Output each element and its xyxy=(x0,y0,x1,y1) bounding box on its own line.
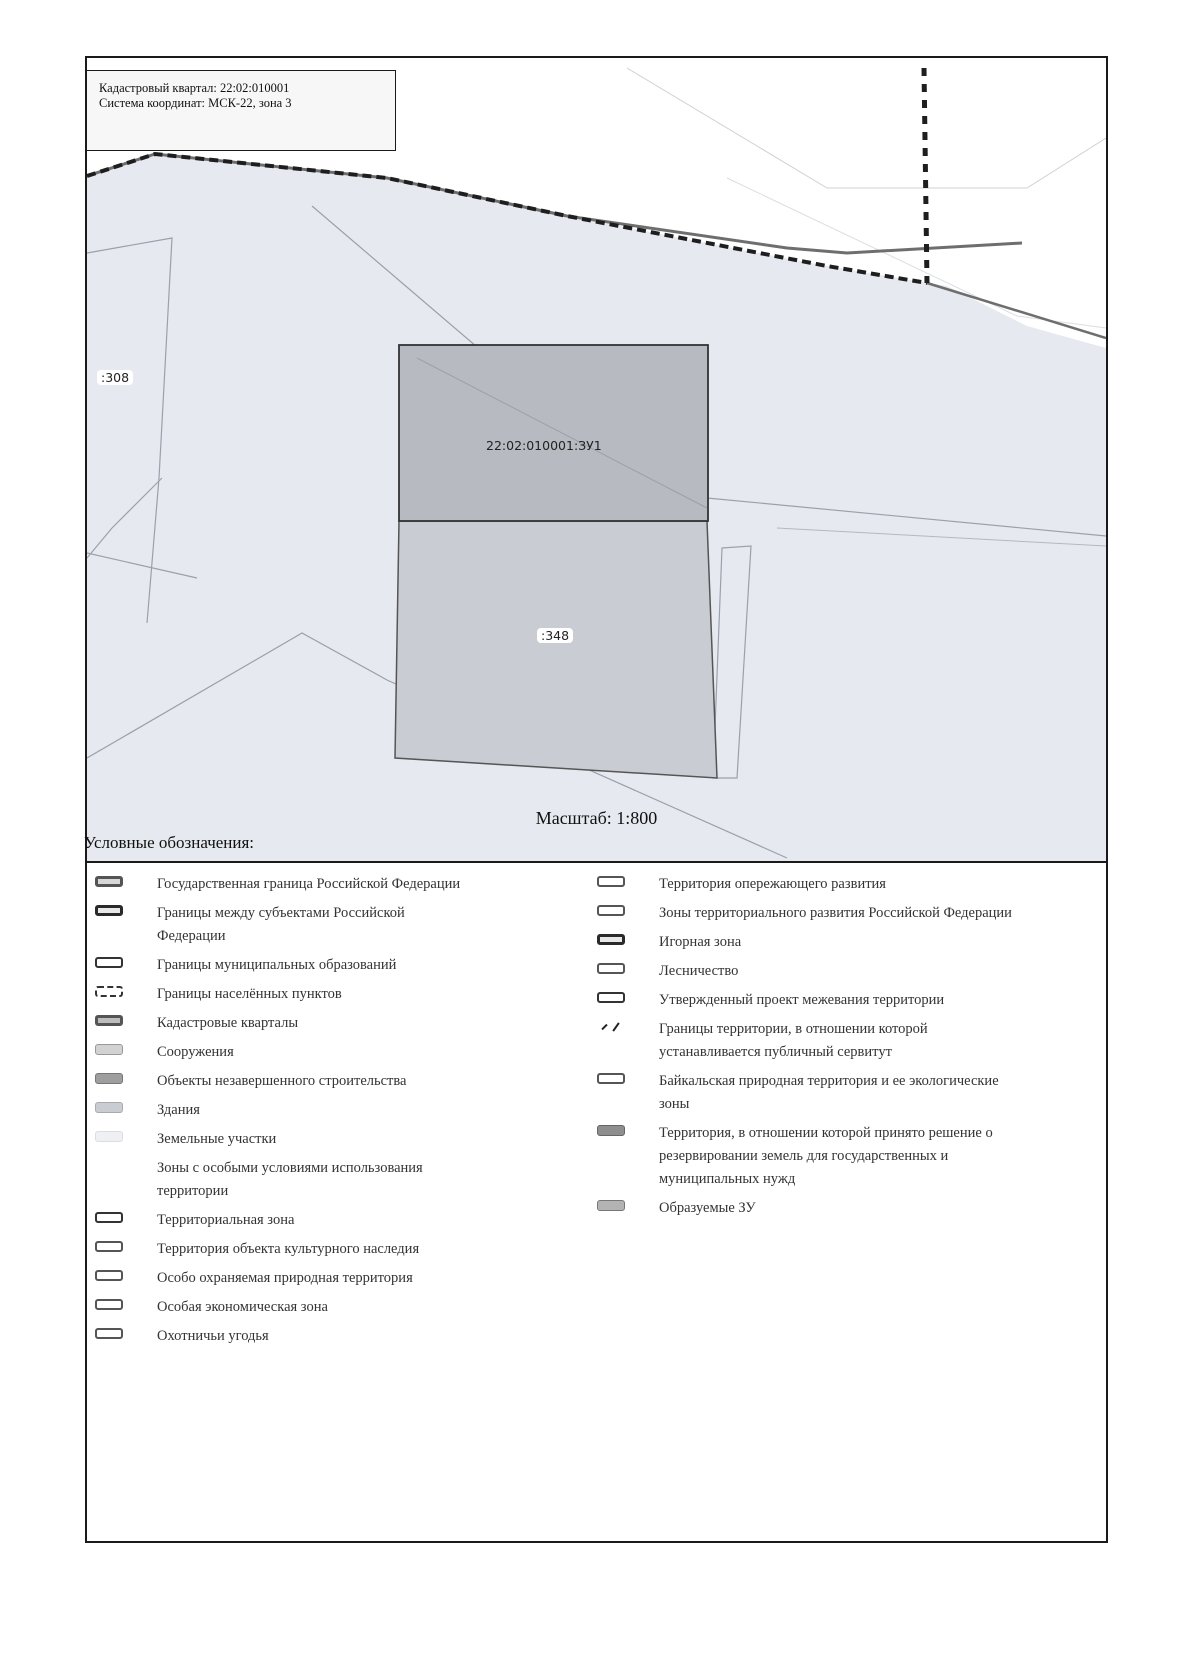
settlement-border xyxy=(924,68,927,283)
parcel-label-zu1[interactable]: 22:02:010001:ЗУ1 xyxy=(486,438,602,453)
forestry-swatch-icon xyxy=(597,963,625,974)
formed-plots-swatch-icon xyxy=(597,1200,625,1211)
legend-item-cultural-heritage: Территория объекта культурного наследия xyxy=(95,1238,475,1261)
hunting-grounds-swatch-icon xyxy=(95,1328,123,1339)
legend-item-cadastral-quarter: Кадастровые кварталы xyxy=(95,1012,475,1035)
parcel-348 xyxy=(395,521,717,778)
economic-zone-swatch-icon xyxy=(95,1299,123,1310)
settlement-border-swatch-icon xyxy=(95,986,123,997)
subject-border-swatch-icon xyxy=(95,905,123,916)
unfinished-construction-swatch-icon xyxy=(95,1073,123,1084)
legend-item-municipal-border: Границы муниципальных образований xyxy=(95,954,475,977)
structures-swatch-icon xyxy=(95,1044,123,1055)
easement-swatch-icon xyxy=(597,1021,625,1032)
thin-line xyxy=(627,68,1106,188)
territorial-development-swatch-icon xyxy=(597,905,625,916)
advanced-development-swatch-icon xyxy=(597,876,625,887)
legend-right-column xyxy=(597,873,1017,1226)
cadastral-quarter-swatch-icon xyxy=(95,1015,123,1026)
legend-item-economic-zone: Особая экономическая зона xyxy=(95,1296,475,1319)
legend-item-advanced-development: Территория опережающего развития xyxy=(597,873,1017,896)
cadastral-map[interactable] xyxy=(87,58,1106,863)
municipal-border-swatch-icon xyxy=(95,957,123,968)
legend-item-territorial-zone: Территориальная зона xyxy=(95,1209,475,1232)
state-border-swatch-icon xyxy=(95,876,123,887)
legend-item-baikal: Байкальская природная территория и ее экологические зоны xyxy=(597,1070,1017,1116)
legend-item-protected-area: Особо охраняемая природная территория xyxy=(95,1267,475,1290)
legend-item-territorial-development: Зоны территориального развития Российской Федерации xyxy=(597,902,1017,925)
legend-item-settlement-border: Границы населённых пунктов xyxy=(95,983,475,1006)
survey-project-swatch-icon xyxy=(597,992,625,1003)
legend-item-structures: Сооружения xyxy=(95,1041,475,1064)
parcel-label-308[interactable]: :308 xyxy=(97,370,133,385)
legend-item-state-border: Государственная граница Российской Федерации xyxy=(95,873,475,896)
scale-label: Масштаб: 1:800 xyxy=(535,808,658,828)
legend-item-survey-project: Утвержденный проект межевания территории xyxy=(597,989,1017,1012)
protected-area-swatch-icon xyxy=(95,1270,123,1281)
legend-item-special-zones: Зоны с особыми условиями использования территории xyxy=(95,1157,475,1203)
legend-item-forestry: Лесничество xyxy=(597,960,1017,983)
info-box xyxy=(87,70,396,151)
legend-title: Условные обозначения: xyxy=(84,833,255,852)
cadastral-quarter-label: Кадастровый квартал: 22:02:010001 xyxy=(99,81,290,95)
legend-left-column xyxy=(95,873,475,1354)
legend-item-unfinished-construction: Объекты незавершенного строительства xyxy=(95,1070,475,1093)
coordinate-system-label: Система координат: МСК-22, зона 3 xyxy=(99,96,292,110)
map-canvas xyxy=(87,58,1106,861)
special-zones-swatch-icon xyxy=(95,1160,123,1171)
legend-item-easement: Границы территории, в отношении которой устанавливается публичный сервитут xyxy=(597,1018,1017,1064)
cultural-heritage-swatch-icon xyxy=(95,1241,123,1252)
baikal-swatch-icon xyxy=(597,1073,625,1084)
legend-item-formed-plots: Образуемые ЗУ xyxy=(597,1197,1017,1220)
formed-parcel-zu1 xyxy=(399,345,708,521)
legend-item-gambling-zone: Игорная зона xyxy=(597,931,1017,954)
parcel-label-348[interactable]: :348 xyxy=(537,628,573,643)
legend-item-buildings: Здания xyxy=(95,1099,475,1122)
land-plots-swatch-icon xyxy=(95,1131,123,1142)
map-sheet xyxy=(85,56,1108,1543)
legend-item-reserved: Территория, в отношении которой принято решение о резервировании земель для государственных и муниципальных нужд xyxy=(597,1122,1017,1191)
gambling-zone-swatch-icon xyxy=(597,934,625,945)
legend-item-land-plots: Земельные участки xyxy=(95,1128,475,1151)
reserved-swatch-icon xyxy=(597,1125,625,1136)
legend-item-subject-border: Границы между субъектами Российской Федерации xyxy=(95,902,475,948)
legend-item-hunting-grounds: Охотничьи угодья xyxy=(95,1325,475,1348)
buildings-swatch-icon xyxy=(95,1102,123,1113)
territorial-zone-swatch-icon xyxy=(95,1212,123,1223)
